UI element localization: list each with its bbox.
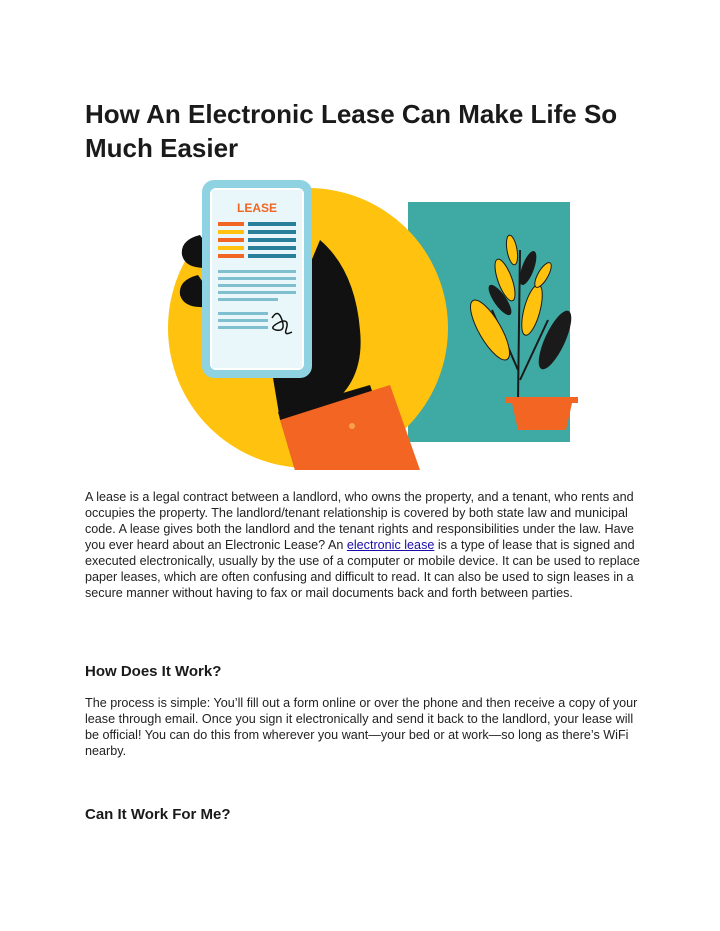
phone-icon <box>202 180 312 378</box>
intro-paragraph <box>85 489 645 601</box>
article-title: How An Electronic Lease Can Make Life So Much Easier <box>85 99 618 163</box>
how-paragraph: The process is simple: You’ll fill out a form online or over the phone and then receive a copy of your lease through email. Once you sign it electronically and send it back to the landlord, your lease will be official! You can do this from wherever you want—your bed or at work—so long as there’s WiFi nearby. <box>85 696 638 758</box>
heading-how-does-it-work: How Does It Work? <box>85 663 222 680</box>
intro-text-after-link: is a type of lease that is signed and executed electronically, usually by the use of a computer or mobile device. It can be used to replace paper leases, which are often confusing and difficult to read. It can also be used to sign leases in a secure manner without having to fax or mail documents back and forth between parties. <box>85 538 640 600</box>
intro-text-before-link: A lease is a legal contract between a landlord, who owns the property, and a tenant, who rents and occupies the property. The landlord/tenant relationship is covered by both state law and municipal code. A lease gives both the landlord and the tenant rights and responsibilities under the law. Have you ever heard about an Electronic Lease? An <box>85 490 634 552</box>
phone-lease-label: LEASE <box>236 201 278 215</box>
hero-illustration <box>160 180 580 470</box>
electronic-lease-link[interactable]: electronic lease <box>346 538 435 552</box>
lease-phone-illustration <box>160 180 580 470</box>
heading-can-it-work: Can It Work For Me? <box>85 806 231 823</box>
